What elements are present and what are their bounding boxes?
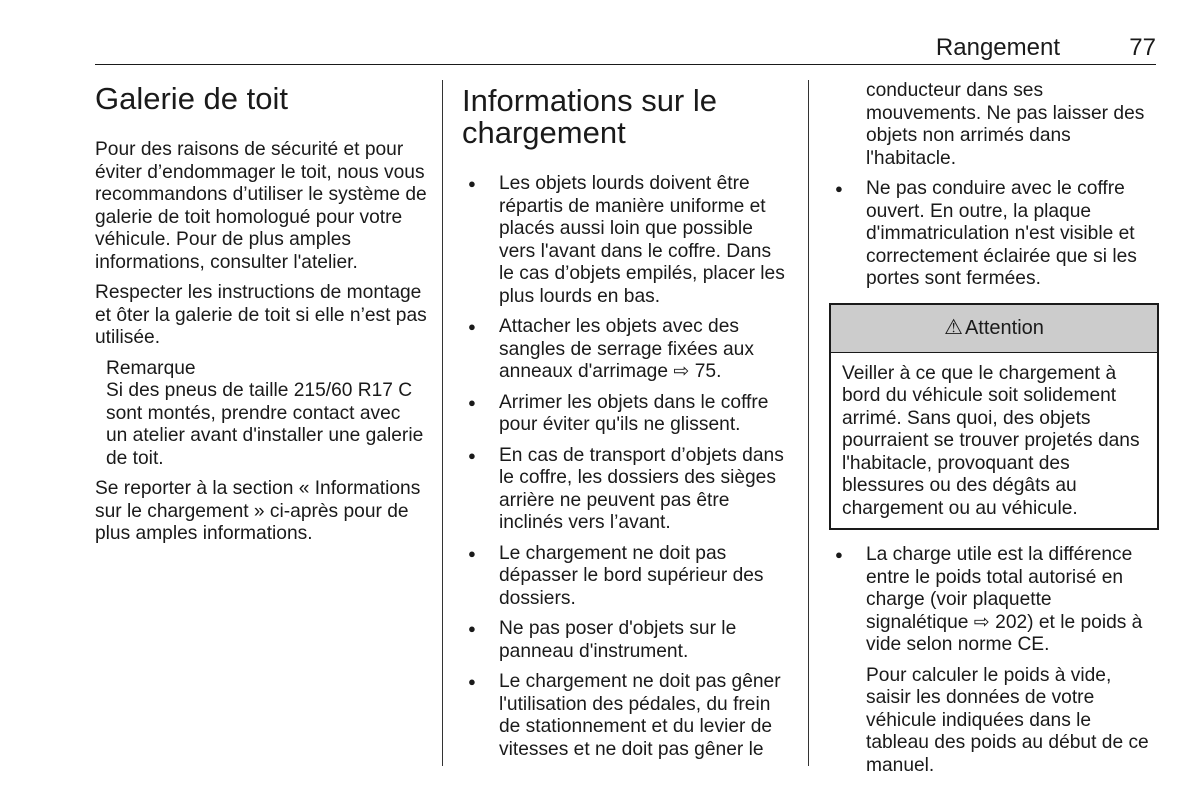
continued-text: Pour calculer le poids à vide, saisir les données de votre véhicule indiquées dans le tableau des poids au début de ce manuel. xyxy=(866,664,1149,776)
continued-text: conducteur dans ses mouvements. Ne pas laisser des objets non arrimés dans l'habitacle. xyxy=(866,80,1145,169)
warning-triangle-icon: ⚠ xyxy=(944,315,963,339)
page-number: 77 xyxy=(1129,34,1156,61)
note-title: Remarque xyxy=(106,357,196,379)
list-item: ● Attacher les objets avec des sangles de serrage fixées aux anneaux d'arrimage ⇨ 75. xyxy=(462,316,791,384)
roof-rack-paragraph: Se reporter à la section « Informations sur le chargement » ci-après pour de plus amples informations. xyxy=(95,478,421,544)
list-item: ● Les objets lourds doivent être répartis de manière uniforme et placés aussi loin que possible vers l'avant dans le coffre. Dans le cas d’objets empilés, placer les plus lourds en bas. xyxy=(462,173,791,308)
warning-header xyxy=(831,305,1157,353)
column-continued xyxy=(829,80,1159,785)
warning-box xyxy=(829,303,1159,531)
list-item: ● Le chargement ne doit pas gêner l'utilisation des pédales, du frein de stationnement et du levier de vitesses et ne doit pas gêner le xyxy=(462,671,791,761)
column-divider xyxy=(808,80,809,766)
list-item: ● Arrimer les objets dans le coffre pour éviter qu'ils ne glissent. xyxy=(462,392,791,437)
loading-info-heading: Informations sur le chargement xyxy=(462,83,717,150)
payload-bullet-list xyxy=(829,544,1159,657)
column-roof-rack xyxy=(95,80,427,554)
section-title: Rangement xyxy=(935,34,1060,61)
roof-rack-paragraph: Pour des raisons de sécurité et pour éviter d’endommager le toit, nous vous recommandons d’utiliser le système de galerie de toit homologué pour votre véhicule. Pour de plus amples informations, consulter l'atelier. xyxy=(95,139,427,273)
continued-bullet-list xyxy=(829,178,1159,291)
list-item: ● En cas de transport d’objets dans le coffre, les dossiers des sièges arrière ne peuvent pas être inclinés vers l’avant. xyxy=(462,445,791,535)
warning-text: Veiller à ce que le chargement à bord du véhicule soit solidement arrimé. Sans quoi, des objets pourraient se trouver projetés dans l'habitacle, provoquant des blessures ou des dégâts au chargement ou au véhicule. xyxy=(842,362,1140,519)
roof-rack-heading: Galerie de toit xyxy=(95,81,288,116)
roof-rack-paragraph: Respecter les instructions de montage et ôter la galerie de toit si elle n’est pas utilisée. xyxy=(95,282,427,348)
page-header xyxy=(95,34,1156,65)
list-item: ● La charge utile est la différence entre le poids total autorisé en charge (voir plaquette signalétique ⇨ 202) et le poids à vide selon norme CE. xyxy=(829,544,1159,657)
list-item: ● Ne pas conduire avec le coffre ouvert. En outre, la plaque d'immatriculation n'est visible et correctement éclairée que si les portes sont fermées. xyxy=(829,178,1159,291)
column-divider xyxy=(442,80,443,766)
note-block xyxy=(106,358,427,471)
warning-title: Attention xyxy=(964,316,1044,339)
loading-bullet-list xyxy=(462,173,791,761)
list-item: ● Ne pas poser d'objets sur le panneau d'instrument. xyxy=(462,618,791,663)
note-text: Si des pneus de taille 215/60 R17 C sont montés, prendre contact avec un atelier avant d'installer une galerie de toit. xyxy=(106,380,424,469)
list-item: ● Le chargement ne doit pas dépasser le bord supérieur des dossiers. xyxy=(462,543,791,611)
column-loading-info xyxy=(462,80,791,769)
